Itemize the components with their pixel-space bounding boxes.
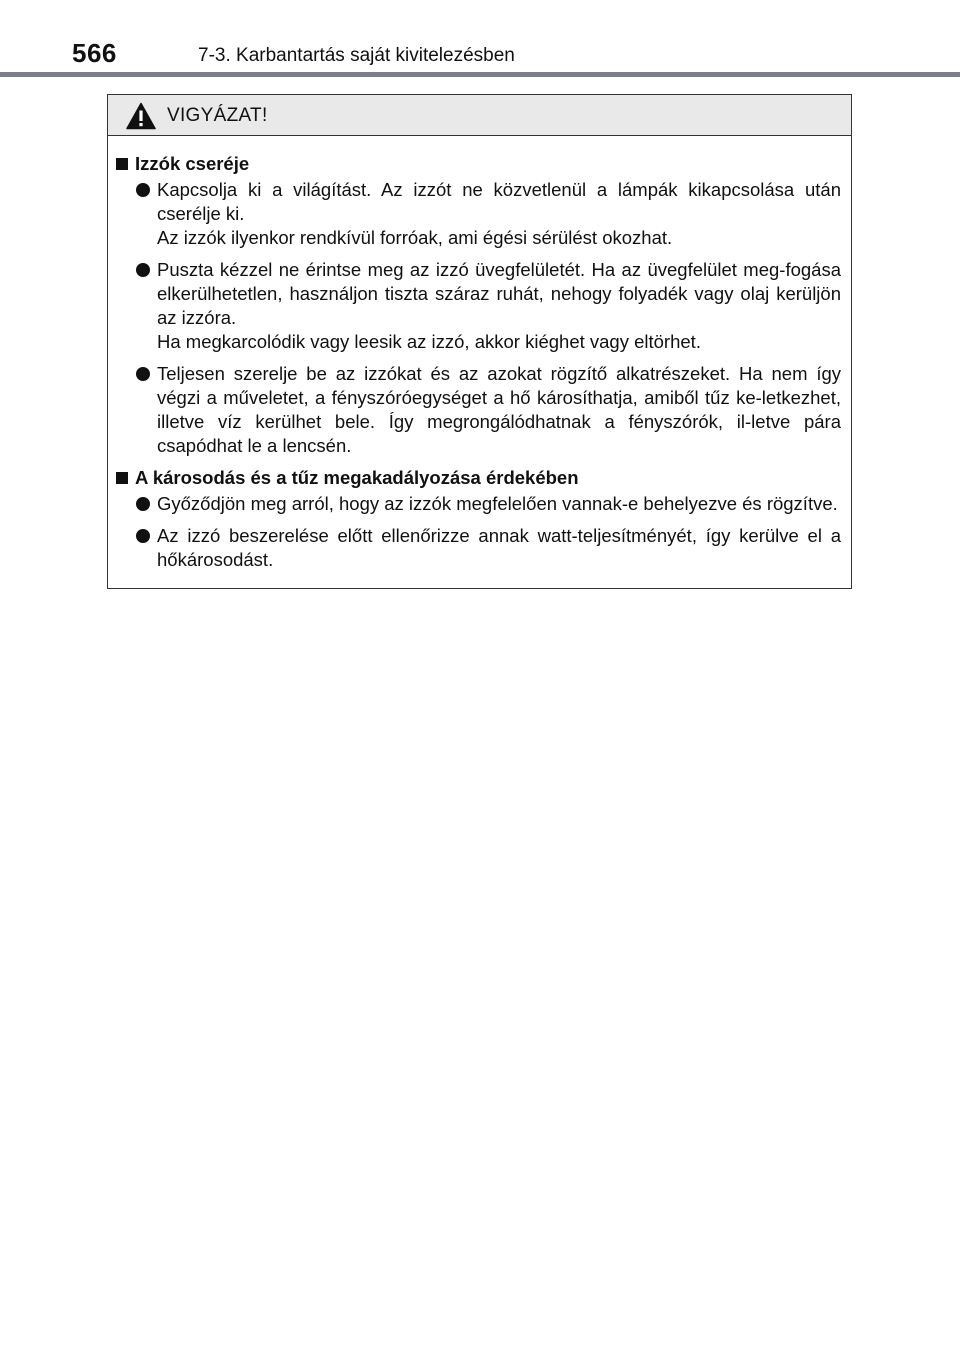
section-heading-text: Izzók cseréje <box>135 153 250 174</box>
section-heading <box>116 466 841 490</box>
circle-bullet-icon <box>136 367 150 381</box>
list-item <box>136 178 841 250</box>
paragraph: Az izzók ilyenkor rendkívül forróak, ami égési sérülést okozhat. <box>157 227 673 248</box>
square-bullet-icon <box>116 158 128 170</box>
list-item-text <box>157 492 841 516</box>
header-divider <box>0 72 960 77</box>
circle-bullet-icon <box>136 497 150 511</box>
list-item <box>136 524 841 572</box>
warning-triangle-icon <box>126 102 156 130</box>
page-header <box>0 0 960 80</box>
list-item-text <box>157 178 841 250</box>
section-heading-text: A károsodás és a tűz megakadályozása érdekében <box>135 467 579 488</box>
paragraph: Győződjön meg arról, hogy az izzók megfelelően vannak-e behelyezve és rögzítve. <box>157 493 838 514</box>
circle-bullet-icon <box>136 263 150 277</box>
paragraph: Ha megkarcolódik vagy leesik az izzó, akkor kiéghet vagy eltörhet. <box>157 331 701 352</box>
section-bulb-replacement <box>116 152 841 458</box>
section-heading <box>116 152 841 176</box>
paragraph: Kapcsolja ki a világítást. Az izzót ne közvetlenül a lámpák kikapcsolása után cserélje ki. <box>157 179 841 224</box>
caution-box <box>107 94 852 589</box>
paragraph: Teljesen szerelje be az izzókat és az azokat rögzítő alkatrészeket. Ha nem így végzi a műveletet, a fényszóróegységet a hő károsíthatja, amiből tűz ke-letkezhet, illetve víz kerülhet bele. Így megrongálódhatnak a fényszórók, il-letve pára csapódhat le a lencsén. <box>157 363 841 456</box>
list-item <box>136 258 841 354</box>
circle-bullet-icon <box>136 529 150 543</box>
section-damage-fire-prevention <box>116 466 841 572</box>
caution-body <box>108 136 851 572</box>
page-number: 566 <box>72 38 117 68</box>
list-item-text <box>157 258 841 354</box>
caution-header <box>108 95 851 136</box>
list-item-text <box>157 362 841 458</box>
section-title: 7-3. Karbantartás saját kivitelezésben <box>198 45 515 66</box>
paragraph: Puszta kézzel ne érintse meg az izzó üvegfelületét. Ha az üvegfelület meg-fogása elkerülhetetlen, használjon tiszta száraz ruhát, nehogy folyadék vagy olaj kerüljön az izzóra. <box>157 259 841 328</box>
caution-title: VIGYÁZAT! <box>167 105 268 126</box>
square-bullet-icon <box>116 472 128 484</box>
list-item <box>136 492 841 516</box>
circle-bullet-icon <box>136 183 150 197</box>
list-item-text <box>157 524 841 572</box>
paragraph: Az izzó beszerelése előtt ellenőrizze annak watt-teljesítményét, így kerülve el a hőkárosodást. <box>157 525 841 570</box>
list-item <box>136 362 841 458</box>
